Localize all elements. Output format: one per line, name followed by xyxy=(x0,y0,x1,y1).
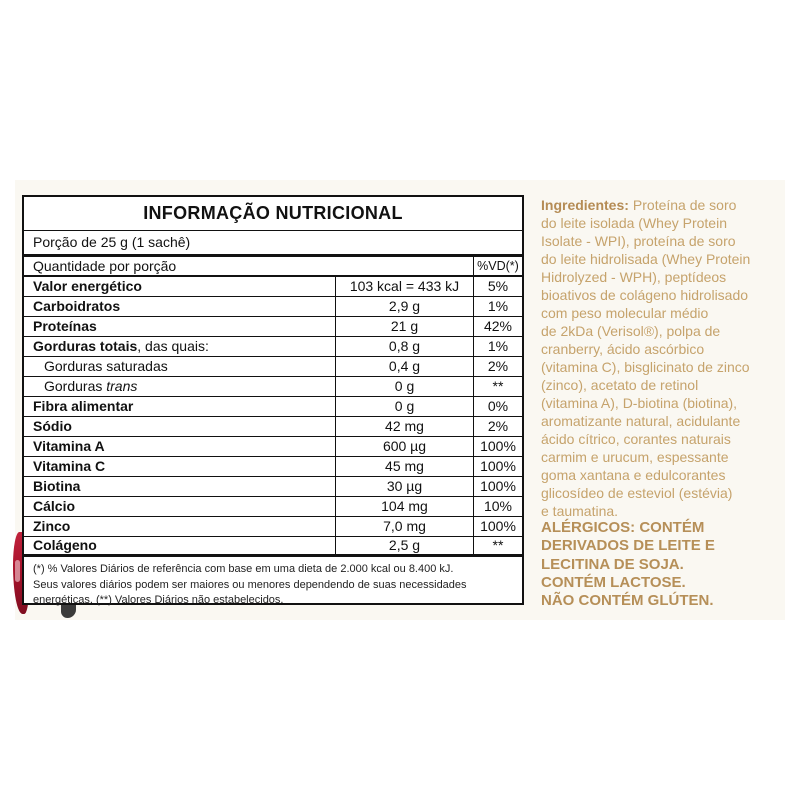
nutrient-amount: 7,0 mg xyxy=(335,517,473,536)
allergens-line: DERIVADOS DE LEITE E xyxy=(541,537,715,555)
nutrient-amount: 2,5 g xyxy=(335,537,473,554)
ingredients-line: do leite hidrolisada (Whey Protein xyxy=(541,251,751,267)
nutrient-amount: 2,9 g xyxy=(335,297,473,316)
nutrient-daily-value: 42% xyxy=(473,317,522,336)
nutrient-amount: 103 kcal = 433 kJ xyxy=(335,277,473,296)
ingredients-line: do leite isolada (Whey Protein xyxy=(541,215,727,231)
quantity-header: Quantidade por porção xyxy=(33,258,177,274)
nutrient-label-main: Gorduras totais xyxy=(33,338,138,354)
nutrition-footnote xyxy=(24,557,522,606)
nutrient-row-total-fat xyxy=(24,337,522,357)
nutrient-daily-value: ** xyxy=(473,537,522,554)
nutrient-daily-value: 2% xyxy=(473,357,522,376)
ingredients-line: bioativos de colágeno hidrolisado xyxy=(541,287,749,303)
serving-size: Porção de 25 g (1 sachê) xyxy=(24,231,522,257)
nutrient-label: Vitamina A xyxy=(33,438,105,454)
nutrient-label-suffix: , das quais: xyxy=(137,338,209,354)
nutrient-amount: 104 mg xyxy=(335,497,473,516)
nutrient-label: Proteínas xyxy=(33,318,97,334)
nutrient-amount: 600 µg xyxy=(335,437,473,456)
nutrition-facts-table xyxy=(22,195,524,605)
allergens-line: ALÉRGICOS: CONTÉM xyxy=(541,519,705,536)
ingredients-heading: Ingredientes: xyxy=(541,197,629,213)
nutrient-label xyxy=(24,377,335,396)
footnote-line: (*) % Valores Diários de referência com base em uma dieta de 2.000 kcal ou 8.400 kJ. xyxy=(33,563,454,575)
ingredients-line: (vitamina C), bisglicinato de zinco xyxy=(541,359,750,375)
nutrient-daily-value: 0% xyxy=(473,397,522,416)
nutrient-daily-value: 1% xyxy=(473,337,522,356)
nutrient-label: Cálcio xyxy=(33,498,76,514)
nutrient-daily-value: ** xyxy=(473,377,522,396)
nutrient-amount: 42 mg xyxy=(335,417,473,436)
ingredients-line: carmim e urucum, espessante xyxy=(541,449,729,465)
nutrient-label-suffix: trans xyxy=(106,378,138,394)
ingredients-line: goma xantana e edulcorantes xyxy=(541,467,726,483)
nutrient-daily-value: 10% xyxy=(473,497,522,516)
nutrient-row-energy xyxy=(24,277,522,297)
allergens-warning xyxy=(541,519,785,610)
nutrient-label: Sódio xyxy=(33,418,72,434)
nutrient-label: Colágeno xyxy=(33,537,97,553)
product-image-highlight xyxy=(15,560,20,582)
nutrient-daily-value: 2% xyxy=(473,417,522,436)
nutrient-row-collagen xyxy=(24,537,522,557)
ingredients-line: glicosídeo de esteviol (estévia) xyxy=(541,485,733,501)
nutrient-amount: 0 g xyxy=(335,377,473,396)
ingredients-line xyxy=(541,196,785,214)
nutrient-daily-value: 100% xyxy=(473,437,522,456)
nutrient-daily-value: 1% xyxy=(473,297,522,316)
nutrient-row-vitamin-a xyxy=(24,437,522,457)
footnote-line: Seus valores diários podem ser maiores ou menores dependendo de suas necessidades xyxy=(33,578,467,591)
nutrient-amount: 0,8 g xyxy=(335,337,473,356)
nutrient-row-zinc xyxy=(24,517,522,537)
ingredients-line: e taumatina. xyxy=(541,503,619,519)
nutrient-label: Carboidratos xyxy=(33,298,121,314)
ingredients-line: com peso molecular médio xyxy=(541,305,709,321)
ingredients-line: Hidrolyzed - WPH), peptídeos xyxy=(541,269,727,285)
nutrient-label: Gorduras saturadas xyxy=(44,358,168,374)
nutrient-row-carbohydrates xyxy=(24,297,522,317)
nutrient-daily-value: 100% xyxy=(473,457,522,476)
nutrient-amount: 0,4 g xyxy=(335,357,473,376)
ingredients-line: (vitamina A), D-biotina (biotina), xyxy=(541,395,738,411)
nutrient-amount: 0 g xyxy=(335,397,473,416)
nutrient-row-calcium xyxy=(24,497,522,517)
nutrient-daily-value: 100% xyxy=(473,517,522,536)
nutrient-row-proteins xyxy=(24,317,522,337)
nutrition-table-title: INFORMAÇÃO NUTRICIONAL xyxy=(24,197,522,231)
allergens-line: LECITINA DE SOJA. xyxy=(541,555,684,573)
ingredients-line: aromatizante natural, acidulante xyxy=(541,413,741,429)
ingredients-line-text: Proteína de soro xyxy=(632,197,737,213)
nutrient-amount: 30 µg xyxy=(335,477,473,496)
ingredients-line: de 2kDa (Verisol®), polpa de xyxy=(541,323,721,339)
ingredients-line: cranberry, ácido ascórbico xyxy=(541,341,705,357)
nutrient-row-biotin xyxy=(24,477,522,497)
nutrient-label: Zinco xyxy=(33,518,71,534)
nutrient-row-vitamin-c xyxy=(24,457,522,477)
ingredients-text xyxy=(541,196,785,520)
allergens-line: CONTÉM LACTOSE. xyxy=(541,573,686,591)
nutrient-row-trans-fat xyxy=(24,377,522,397)
footnote-line: energéticas. (**) Valores Diários não estabelecidos. xyxy=(33,594,284,606)
nutrient-amount: 45 mg xyxy=(335,457,473,476)
nutrient-row-fiber xyxy=(24,397,522,417)
ingredients-line: (zinco), acetato de retinol xyxy=(541,377,699,393)
nutrient-label: Biotina xyxy=(33,478,81,494)
nutrient-label: Vitamina C xyxy=(33,458,106,474)
nutrient-amount: 21 g xyxy=(335,317,473,336)
ingredients-line: ácido cítrico, corantes naturais xyxy=(541,431,731,447)
nutrient-row-saturated-fat xyxy=(24,357,522,377)
daily-value-header: %VD(*) xyxy=(473,257,522,275)
ingredients-line: Isolate - WPI), proteína de soro xyxy=(541,233,736,249)
allergens-line: NÃO CONTÉM GLÚTEN. xyxy=(541,592,714,610)
nutrient-daily-value: 5% xyxy=(473,277,522,296)
nutrition-table-header xyxy=(24,257,522,277)
nutrient-label: Fibra alimentar xyxy=(33,398,134,414)
nutrient-row-sodium xyxy=(24,417,522,437)
nutrient-label: Valor energético xyxy=(33,278,142,294)
nutrient-label-main: Gorduras xyxy=(44,378,107,394)
nutrient-daily-value: 100% xyxy=(473,477,522,496)
nutrient-label xyxy=(24,337,335,356)
